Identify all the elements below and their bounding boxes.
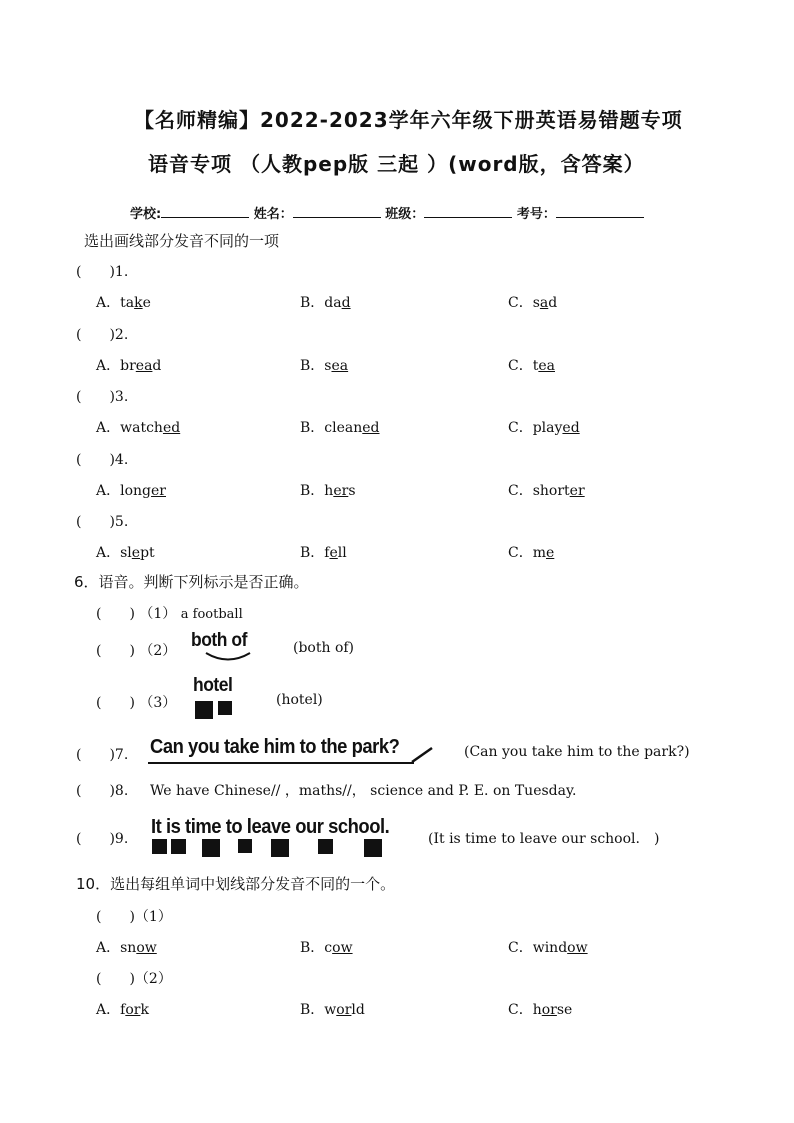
- school-blank[interactable]: [161, 217, 249, 218]
- answer-paren[interactable]: ( ): [96, 643, 135, 659]
- q7-graphic: Can you take him to the park?: [150, 736, 400, 758]
- q8-num: ( )8.: [76, 783, 129, 799]
- question-number[interactable]: ( )3.: [76, 389, 129, 405]
- question-number[interactable]: ( )4.: [76, 451, 129, 468]
- option-c[interactable]: [508, 292, 557, 312]
- option-word: cleaned: [324, 420, 380, 436]
- option-word: dad: [324, 295, 351, 311]
- option-word: sea: [324, 357, 349, 374]
- option-word: horse: [532, 1002, 573, 1018]
- question-number[interactable]: ( )2.: [76, 326, 129, 343]
- option-word: played: [532, 420, 580, 436]
- option-letter: B．: [300, 420, 325, 436]
- stress-box-small: [218, 701, 232, 715]
- option-a[interactable]: [96, 417, 180, 437]
- option-letter: C．: [508, 1002, 533, 1018]
- q8-text: We have Chinese// ，maths//， science and P. E. on Tuesday.: [150, 783, 577, 799]
- option-letter: A．: [96, 295, 121, 311]
- question-number[interactable]: ( )（1）: [96, 909, 172, 925]
- option-letter: B．: [300, 482, 325, 499]
- option-b[interactable]: [300, 542, 347, 562]
- option-c[interactable]: [508, 417, 580, 437]
- question-number[interactable]: ( )1.: [76, 264, 129, 280]
- option-word: watched: [120, 420, 181, 436]
- q9-graphic: It is time to leave our school.: [151, 816, 390, 838]
- both-of-graphic: both of: [191, 630, 247, 651]
- option-letter: A．: [96, 482, 121, 499]
- option-letter: C．: [508, 940, 533, 956]
- option-word: bread: [120, 357, 162, 374]
- s6-item3: [96, 692, 176, 712]
- q7-caption: (Can you take him to the park?): [464, 744, 690, 760]
- option-word: sad: [532, 295, 558, 311]
- option-b[interactable]: [300, 417, 380, 437]
- option-letter: C．: [508, 295, 533, 311]
- info-line: [130, 203, 644, 222]
- option-c[interactable]: [508, 542, 554, 562]
- hotel-graphic: hotel: [193, 675, 233, 696]
- option-letter: A．: [96, 940, 121, 956]
- s6-item1: [96, 603, 243, 623]
- option-letter: B．: [300, 1002, 325, 1018]
- stress-box: [238, 839, 252, 853]
- question-number[interactable]: ( )5.: [76, 514, 129, 530]
- stress-box: [318, 839, 333, 854]
- option-a[interactable]: [96, 292, 151, 312]
- option-b[interactable]: [300, 292, 351, 312]
- option-letter: B．: [300, 357, 325, 374]
- section6-instruction: 6．语音。判断下列标示是否正确。: [74, 573, 309, 591]
- item-num: （1）: [139, 606, 177, 622]
- option-a[interactable]: [96, 355, 161, 375]
- option-word: snow: [120, 940, 157, 956]
- stress-box-large: [195, 701, 213, 719]
- option-word: take: [120, 295, 151, 311]
- option-letter: C．: [508, 545, 533, 561]
- option-c[interactable]: [508, 937, 588, 957]
- option-letter: B．: [300, 545, 325, 561]
- stress-box: [202, 839, 220, 857]
- exam-no-blank[interactable]: [556, 217, 644, 218]
- option-a[interactable]: [96, 480, 166, 500]
- section1-instruction: 选出画线部分发音不同的一项: [84, 232, 280, 250]
- option-word: slept: [120, 545, 155, 561]
- option-word: tea: [532, 357, 555, 374]
- option-word: hers: [324, 482, 356, 499]
- option-b[interactable]: [300, 999, 365, 1019]
- school-label: 学校:: [130, 207, 162, 222]
- option-word: longer: [120, 482, 166, 499]
- option-word: fell: [324, 545, 347, 561]
- item-num: （3）: [139, 695, 177, 711]
- answer-paren[interactable]: ( ): [96, 695, 135, 711]
- option-a[interactable]: [96, 542, 155, 562]
- option-letter: A．: [96, 420, 121, 436]
- q7-num: ( )7.: [76, 747, 129, 763]
- option-word: window: [532, 940, 588, 956]
- page-title-line1: 【名师精编】2022-2023学年六年级下册英语易错题专项: [134, 108, 683, 132]
- section10-instruction: 10．选出每组单词中划线部分发音不同的一个。: [76, 875, 396, 893]
- option-a[interactable]: [96, 999, 149, 1019]
- question-number[interactable]: ( )（2）: [96, 971, 172, 987]
- s6-item2: [96, 640, 176, 660]
- class-label: 班级：: [385, 207, 425, 222]
- page-title-line2: 语音专项 （人教pep版 三起 ）(word版，含答案）: [148, 152, 645, 176]
- q9-caption: (It is time to leave our school. ): [428, 831, 660, 847]
- option-b[interactable]: [300, 937, 353, 957]
- option-letter: B．: [300, 295, 325, 311]
- stress-box: [152, 839, 167, 854]
- answer-paren[interactable]: ( ): [96, 606, 135, 622]
- name-blank[interactable]: [293, 217, 381, 218]
- both-of-caption: (both of): [293, 640, 355, 656]
- stress-box: [171, 839, 186, 854]
- stress-box: [364, 839, 382, 857]
- option-letter: A．: [96, 545, 121, 561]
- item-text: a football: [180, 607, 243, 622]
- class-blank[interactable]: [424, 217, 512, 218]
- option-letter: C．: [508, 357, 533, 374]
- option-word: shorter: [532, 482, 585, 499]
- option-letter: B．: [300, 940, 325, 956]
- q7-underline: [148, 760, 418, 766]
- option-letter: A．: [96, 357, 121, 374]
- exam-no-label: 考号：: [516, 207, 556, 222]
- option-letter: C．: [508, 482, 533, 499]
- name-label: 姓名：: [253, 207, 293, 222]
- option-c[interactable]: [508, 480, 585, 500]
- option-word: world: [324, 1002, 365, 1018]
- option-b[interactable]: [300, 480, 356, 500]
- option-letter: A．: [96, 1002, 121, 1018]
- option-word: me: [532, 545, 555, 561]
- option-letter: C．: [508, 420, 533, 436]
- stress-box: [271, 839, 289, 857]
- item-num: （2）: [139, 643, 177, 659]
- option-word: fork: [120, 1002, 149, 1018]
- liaison-arc: [204, 650, 254, 664]
- option-a[interactable]: [96, 937, 157, 957]
- option-c[interactable]: [508, 999, 572, 1019]
- option-b[interactable]: [300, 355, 348, 375]
- option-word: cow: [324, 940, 353, 956]
- option-c[interactable]: [508, 355, 555, 375]
- hotel-caption: (hotel): [276, 692, 323, 708]
- q9-num: ( )9.: [76, 831, 129, 847]
